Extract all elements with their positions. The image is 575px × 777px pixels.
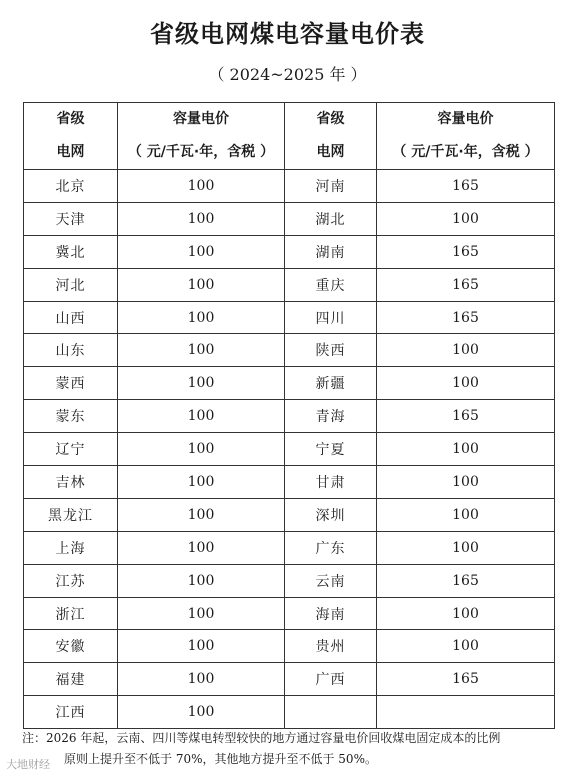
price-cell-right: 165 (377, 268, 555, 301)
province-cell-right: 湖南 (285, 235, 377, 268)
table-row (24, 334, 555, 367)
price-cell-right: 165 (377, 400, 555, 433)
province-cell-left: 天津 (24, 202, 118, 235)
province-cell-right: 宁夏 (285, 433, 377, 466)
price-cell-right (377, 696, 555, 729)
price-cell-right: 100 (377, 334, 555, 367)
header-province-right: 省级 电网 (285, 103, 377, 170)
price-cell-right: 100 (377, 367, 555, 400)
table-row (24, 367, 555, 400)
province-cell-left: 江苏 (24, 564, 118, 597)
price-cell-left: 100 (118, 235, 285, 268)
province-cell-left: 福建 (24, 663, 118, 696)
table-row (24, 400, 555, 433)
province-cell-left: 山东 (24, 334, 118, 367)
province-cell-right: 河南 (285, 170, 377, 203)
province-cell-right: 陕西 (285, 334, 377, 367)
watermark-logo: 大地财经 (6, 758, 50, 771)
price-cell-left: 100 (118, 630, 285, 663)
price-cell-left: 100 (118, 498, 285, 531)
price-cell-right: 100 (377, 433, 555, 466)
province-cell-left: 北京 (24, 170, 118, 203)
province-cell-left: 河北 (24, 268, 118, 301)
price-cell-left: 100 (118, 433, 285, 466)
price-table (23, 102, 555, 729)
province-cell-left: 黑龙江 (24, 498, 118, 531)
page-title: 省级电网煤电容量电价表 (150, 20, 425, 48)
province-cell-left: 浙江 (24, 597, 118, 630)
price-cell-right: 100 (377, 597, 555, 630)
province-cell-left: 上海 (24, 531, 118, 564)
price-cell-right: 165 (377, 170, 555, 203)
table-row (24, 301, 555, 334)
province-cell-left: 安徽 (24, 630, 118, 663)
province-cell-left: 吉林 (24, 466, 118, 499)
price-cell-right: 165 (377, 663, 555, 696)
header-price-right: 容量电价 （ 元/千瓦·年，含税 ） (377, 103, 555, 170)
price-cell-left: 100 (118, 531, 285, 564)
price-cell-left: 100 (118, 597, 285, 630)
price-cell-left: 100 (118, 334, 285, 367)
price-cell-left: 100 (118, 564, 285, 597)
price-cell-right: 100 (377, 531, 555, 564)
province-cell-left: 江西 (24, 696, 118, 729)
province-cell-right: 云南 (285, 564, 377, 597)
price-cell-right: 165 (377, 564, 555, 597)
province-cell-left: 山西 (24, 301, 118, 334)
province-cell-right: 广西 (285, 663, 377, 696)
footnote (22, 728, 558, 770)
table-row (24, 170, 555, 203)
price-cell-right: 100 (377, 466, 555, 499)
table-row (24, 663, 555, 696)
table-row (24, 268, 555, 301)
table-row (24, 531, 555, 564)
province-cell-right: 深圳 (285, 498, 377, 531)
header-province-left: 省级 电网 (24, 103, 118, 170)
province-cell-right: 海南 (285, 597, 377, 630)
page-subtitle: （ 2024~2025 年 ） (208, 65, 367, 84)
table-row (24, 696, 555, 729)
province-cell-right: 广东 (285, 531, 377, 564)
province-cell-right: 重庆 (285, 268, 377, 301)
price-cell-right: 100 (377, 202, 555, 235)
footnote-line-1: 注：2026 年起，云南、四川等煤电转型较快的地方通过容量电价回收煤电固定成本的比例 (22, 731, 501, 745)
price-cell-left: 100 (118, 663, 285, 696)
table-row (24, 564, 555, 597)
price-cell-left: 100 (118, 400, 285, 433)
table-header-row (24, 103, 555, 170)
table-row (24, 466, 555, 499)
price-cell-right: 165 (377, 301, 555, 334)
price-cell-right: 100 (377, 630, 555, 663)
table-row (24, 433, 555, 466)
province-cell-right (285, 696, 377, 729)
price-cell-left: 100 (118, 696, 285, 729)
price-cell-left: 100 (118, 466, 285, 499)
table-row (24, 597, 555, 630)
province-cell-left: 冀北 (24, 235, 118, 268)
price-cell-left: 100 (118, 170, 285, 203)
price-cell-right: 165 (377, 235, 555, 268)
table-row (24, 630, 555, 663)
table-row (24, 498, 555, 531)
province-cell-left: 蒙西 (24, 367, 118, 400)
price-cell-left: 100 (118, 367, 285, 400)
province-cell-right: 贵州 (285, 630, 377, 663)
price-cell-left: 100 (118, 301, 285, 334)
price-cell-left: 100 (118, 268, 285, 301)
price-cell-left: 100 (118, 202, 285, 235)
province-cell-right: 四川 (285, 301, 377, 334)
header-price-left: 容量电价 （ 元/千瓦·年，含税 ） (118, 103, 285, 170)
province-cell-left: 蒙东 (24, 400, 118, 433)
province-cell-right: 湖北 (285, 202, 377, 235)
province-cell-right: 青海 (285, 400, 377, 433)
price-cell-right: 100 (377, 498, 555, 531)
table-row (24, 202, 555, 235)
footnote-line-2: 原则上提升至不低于 70%，其他地方提升至不低于 50%。 (64, 752, 377, 766)
table-row (24, 235, 555, 268)
province-cell-right: 甘肃 (285, 466, 377, 499)
province-cell-left: 辽宁 (24, 433, 118, 466)
province-cell-right: 新疆 (285, 367, 377, 400)
